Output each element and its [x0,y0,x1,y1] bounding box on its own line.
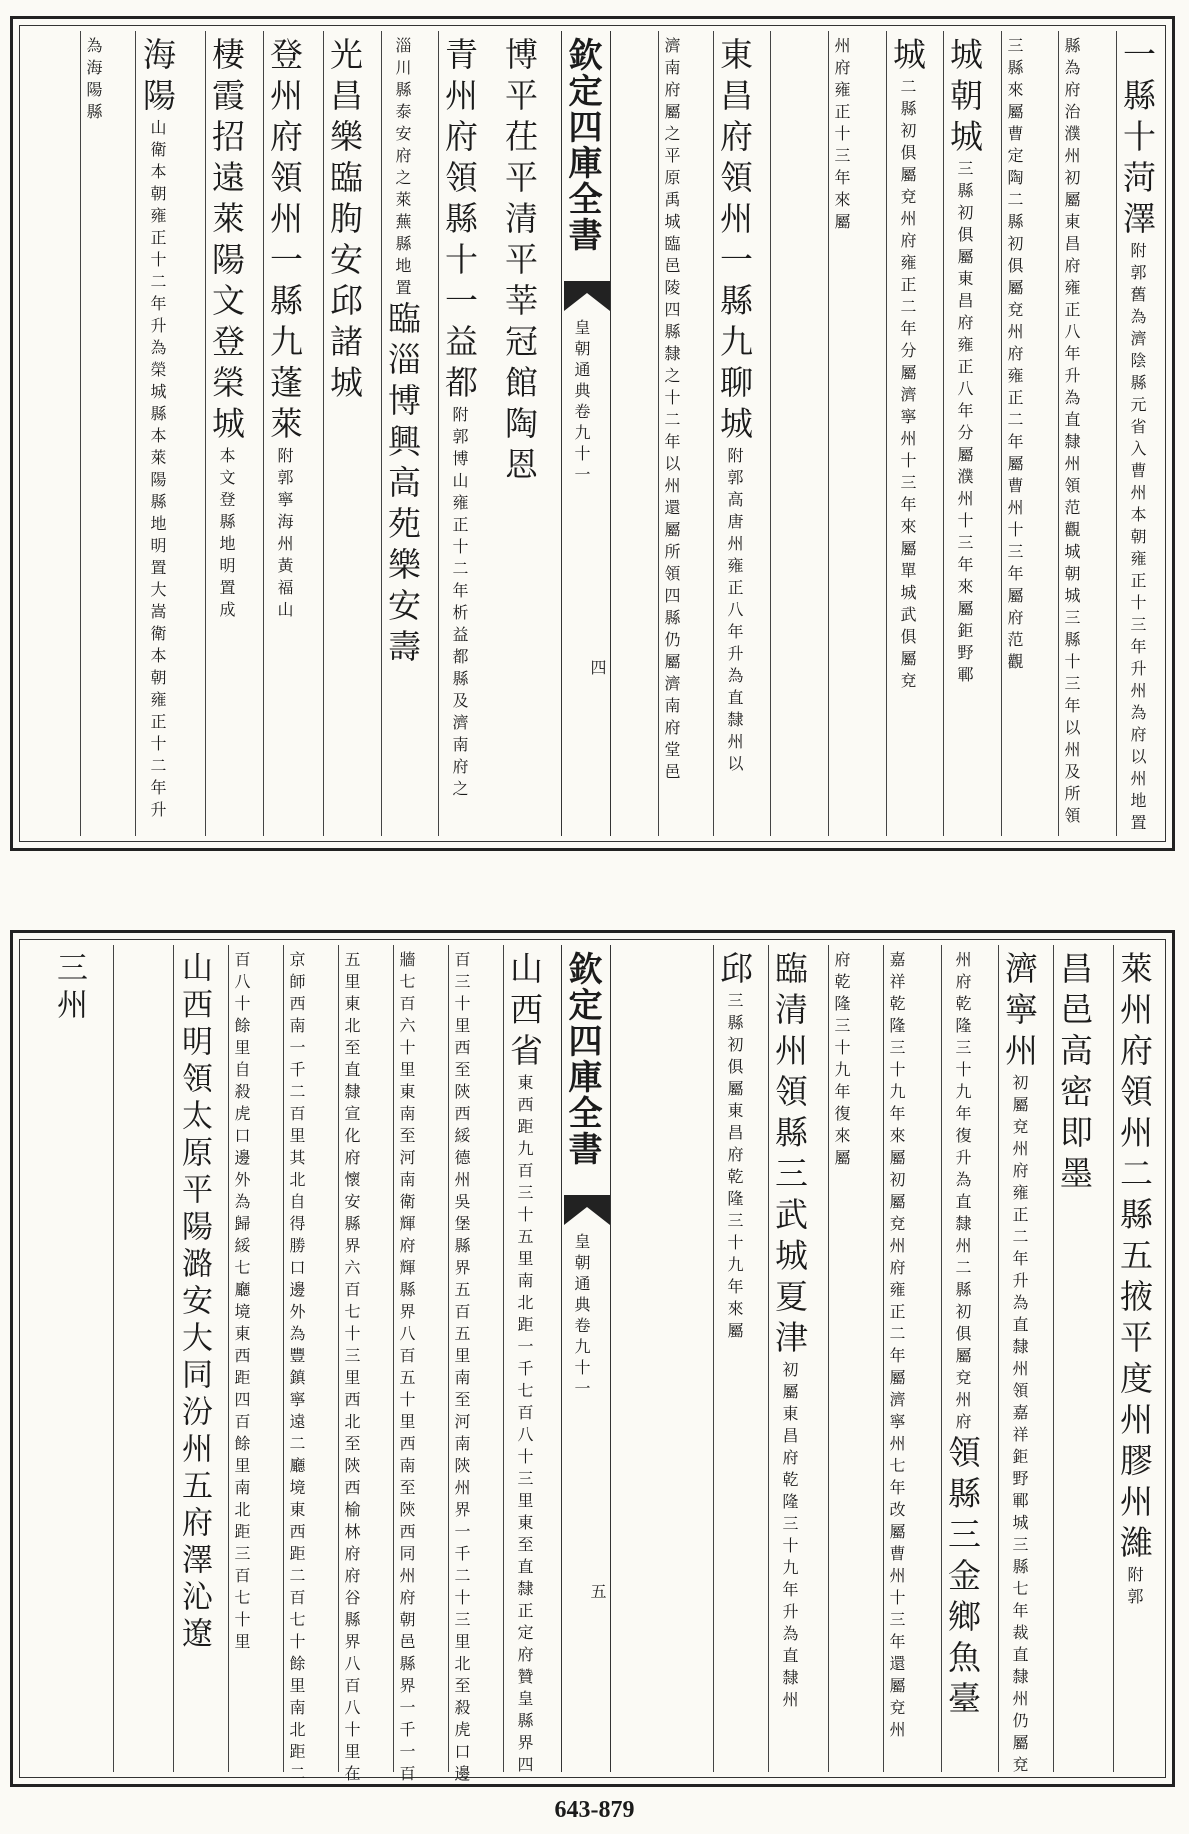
column-rule [113,945,114,1772]
column-rule [228,945,229,1772]
text-column: 臨清州領縣三武城夏津初屬東昌府乾隆三十九年升為直隸州 [770,951,809,1713]
column-rule [768,945,769,1772]
text-column: 城朝城三縣初俱屬東昌府雍正八年分屬濮州十三年來屬鉅野鄆 [945,37,984,688]
text-column: 青州府領縣十一益都附郭博山雍正十二年析益都縣及濟南府之 [440,37,479,802]
fish-tail-mark-icon [564,1195,610,1225]
column-rule [503,945,504,1772]
page-bottom [10,930,1175,1787]
text-column: 百三十里西至陝西綏德州吳堡縣界五百五里南至河南陝州界一千二十三里北至殺虎口邊 [452,951,471,1787]
column-rule [323,31,324,836]
text-column: 東昌府領州一縣九聊城附郭高唐州雍正八年升為直隸州以 [715,37,754,777]
column-rule [998,945,999,1772]
column-rule [713,945,714,1772]
book-title: 欽定四庫全書 [562,37,602,253]
text-column: 五里東北至直隸宣化府懷安縣界六百七十三里西北至陝西榆林府府谷縣界八百八十里在 [342,951,361,1787]
volume-label: 皇朝通典卷九十一 [572,319,591,487]
column-rule [883,945,884,1772]
text-column: 海陽山衛本朝雍正十二年升為榮城縣本萊陽縣地明置大嵩衛本朝雍正十二年升 [138,37,177,823]
book-title: 欽定四庫全書 [562,951,602,1167]
column-rule [828,945,829,1772]
leaf-number: 五 [588,1583,607,1604]
text-column: 三縣來屬曹定陶二縣初俱屬兗州府雍正二年屬曹州十三年屬府范觀 [1005,37,1024,675]
column-rule [448,945,449,1772]
column-rule [1001,31,1002,836]
page-top [10,16,1175,851]
text-column: 登州府領州一縣九蓬萊附郭寧海州黃福山 [265,37,304,623]
column-rule [393,945,394,1772]
text-column: 百八十餘里自殺虎口邊外為歸綏七廳境東西距四百餘里南北距三百七十里 [232,951,251,1655]
column-rule [941,945,942,1772]
column-rule [381,31,382,836]
column-rule [338,945,339,1772]
text-column: 萊州府領州二縣五掖平度州膠州濰附郭 [1115,951,1154,1610]
text-column: 濟寧州初屬兗州府雍正二年升為直隸州領嘉祥鉅野鄆城三縣七年裁直隸州仍屬兗 [1000,951,1039,1778]
column-rule [828,31,829,836]
text-column: 府乾隆三十九年復來屬 [832,951,851,1171]
text-column: 淄川縣泰安府之萊蕪縣地置臨淄博興高苑樂安壽 [383,37,422,670]
column-rule [438,31,439,836]
volume-label: 皇朝通典卷九十一 [572,1233,591,1401]
text-column: 山西明領太原平陽潞安大同汾州五府澤沁遼 [176,951,212,1654]
column-rule [1116,31,1117,836]
text-column: 嘉祥乾隆三十九年來屬初屬兗州府雍正二年屬濟寧州七年改屬曹州十三年還屬兗州 [887,951,906,1743]
column-rule [173,945,174,1772]
text-column: 京師西南一千二百里其北自得勝口邊外為豐鎮寧遠二廳境東西距二百七十餘里南北距二 [287,951,306,1787]
column-rule [713,31,714,836]
column-rule [263,31,264,836]
column-rule [770,31,771,836]
text-column: 邱三縣初俱屬東昌府乾隆三十九年來屬 [715,951,754,1344]
fish-tail-mark-icon [564,281,610,311]
column-rule [205,31,206,836]
column-rule [283,945,284,1772]
column-rule [886,31,887,836]
text-column: 昌邑高密即墨 [1055,951,1094,1197]
page-number: 643-879 [554,1797,635,1823]
text-column: 州府雍正十三年來屬 [832,37,851,235]
text-column: 一縣十菏澤附郭舊為濟陰縣元省入曹州本朝雍正十三年升州為府以州地置 [1118,37,1157,836]
column-rule [658,31,659,836]
text-column: 山西省東西距九百三十五里南北距一千七百八十三里東至直隸正定府贊皇縣界四 [505,951,544,1778]
column-rule [943,31,944,836]
text-column: 城二縣初俱屬兗州府雍正二年分屬濟寧州十三年來屬單城武俱屬兗 [888,37,927,694]
leaf-number: 四 [588,659,607,680]
text-column: 縣為府治濮州初屬東昌府雍正八年升為直隸州領范觀城朝城三縣十三年以州及所領 [1062,37,1081,829]
text-column: 棲霞招遠萊陽文登榮城本文登縣地明置成 [207,37,246,623]
text-column: 光昌樂臨朐安邱諸城 [325,37,364,406]
text-column: 州府乾隆三十九年復升為直隸州二縣初俱屬兗州府領縣三金鄉魚臺 [943,951,982,1722]
column-rule [135,31,136,836]
column-rule [1058,31,1059,836]
column-rule [1113,945,1114,1772]
text-column: 濟南府屬之平原禹城臨邑陵四縣隸之十二年以州還屬所領四縣仍屬濟南府堂邑 [662,37,681,785]
column-rule [80,31,81,836]
text-column: 牆七百六十里東南至河南衛輝府輝縣界八百五十里西南至陝西同州府朝邑縣界一千一百 [397,951,416,1787]
text-column: 博平茌平清平莘冠館陶恩 [500,37,539,488]
text-column: 為海陽縣 [84,37,103,125]
column-rule [1053,945,1054,1772]
text-column: 三州 [51,951,87,1025]
